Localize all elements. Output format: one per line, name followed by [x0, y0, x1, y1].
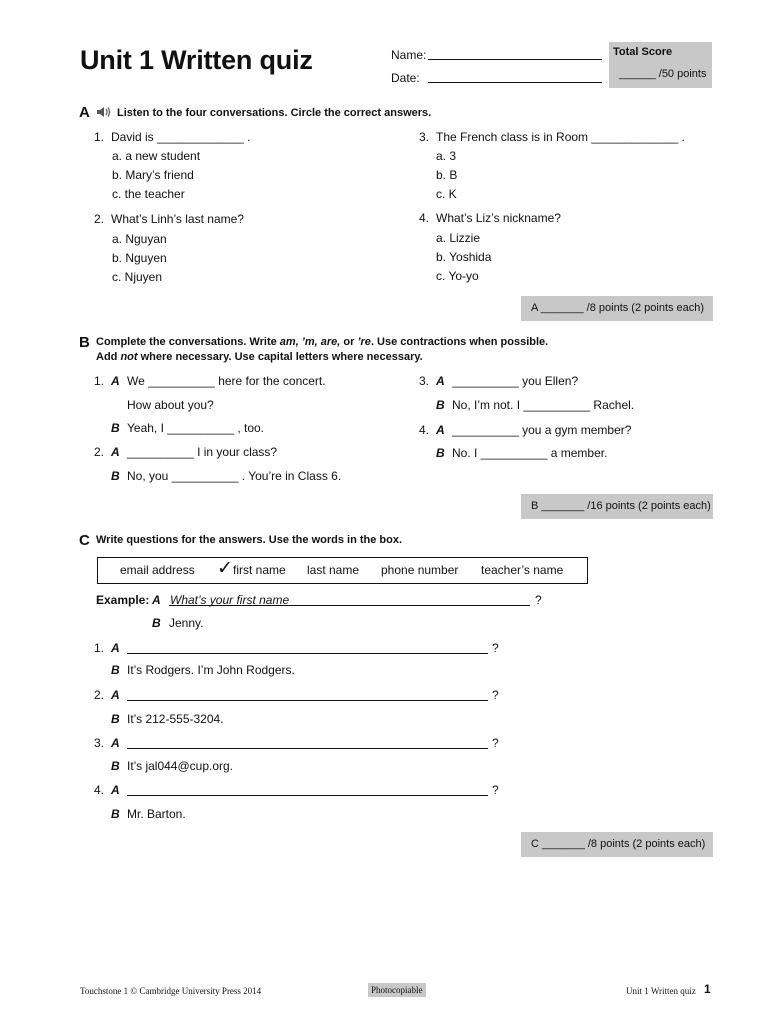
question-mark: ?: [535, 593, 542, 607]
word-box-item: teacher’s name: [481, 563, 564, 577]
speaker-label: B: [111, 421, 120, 435]
total-score-label: Total Score: [613, 46, 673, 58]
instruction-keyword: am, ’m, are,: [279, 336, 341, 348]
speaker-label: B: [436, 398, 445, 412]
speaker-label: A: [111, 641, 120, 655]
section-b-score: B _______ /16 points (2 points each): [531, 500, 711, 512]
section-b-instruction-line2: [96, 351, 423, 363]
footer-page-label: Unit 1 Written quiz: [626, 986, 696, 996]
section-c-letter: C: [79, 532, 90, 549]
section-a-letter: A: [79, 104, 90, 121]
name-label: Name:: [391, 48, 427, 62]
given-answer: It’s jal044@cup.org.: [127, 759, 234, 773]
question-text: David is _____________ .: [111, 130, 251, 144]
page-title: Unit 1 Written quiz: [80, 45, 313, 75]
answer-option[interactable]: c. Njuyen: [112, 270, 163, 284]
given-answer: It’s Rodgers. I’m John Rodgers.: [127, 663, 295, 677]
question-number: 1.: [94, 130, 105, 144]
footer-copyright: Touchstone 1 © Cambridge University Press 2014: [80, 986, 262, 996]
instruction-text: where necessary. Use capital letters where necessary.: [137, 351, 423, 363]
question-mark: ?: [492, 641, 499, 655]
speaker-label: B: [111, 469, 120, 483]
question-answer-line[interactable]: [127, 782, 488, 796]
dialogue-line[interactable]: __________ you a gym member?: [452, 423, 632, 437]
speaker-label: A: [111, 374, 120, 388]
answer-option[interactable]: c. Yo-yo: [436, 269, 479, 283]
dialogue-line[interactable]: No. I __________ a member.: [452, 446, 608, 460]
example-label: Example:: [96, 593, 150, 607]
section-b-score-box: [521, 494, 713, 519]
section-c-score-box: [521, 832, 713, 857]
word-box-item: first name: [233, 563, 286, 577]
question-mark: ?: [492, 783, 499, 797]
given-answer: Mr. Barton.: [127, 807, 186, 821]
answer-option[interactable]: b. B: [436, 168, 458, 182]
item-number: 2.: [94, 688, 105, 702]
total-score-value: ______ /50 points: [619, 68, 707, 80]
speaker-label: B: [436, 446, 445, 460]
dialogue-line: How about you?: [127, 398, 214, 412]
section-c-instruction: Write questions for the answers. Use the words in the box.: [96, 534, 403, 546]
speaker-label: B: [111, 807, 120, 821]
item-number: 1.: [94, 374, 105, 388]
example-question: What’s your first name: [170, 593, 290, 607]
question-text: What’s Linh’s last name?: [111, 212, 244, 226]
question-answer-line[interactable]: [127, 735, 488, 749]
item-number: 3.: [94, 736, 105, 750]
speaker-label: A: [111, 783, 120, 797]
item-number: 4.: [419, 423, 430, 437]
speaker-label: A: [111, 736, 120, 750]
question-mark: ?: [492, 688, 499, 702]
word-box-item: phone number: [381, 563, 459, 577]
item-number: 2.: [94, 445, 105, 459]
answer-option[interactable]: a. a new student: [112, 149, 201, 163]
answer-option[interactable]: a. 3: [436, 149, 457, 163]
speaker-label: A: [152, 593, 161, 607]
answer-option[interactable]: c. K: [436, 187, 457, 201]
word-box-item: email address: [120, 563, 195, 577]
item-number: 1.: [94, 641, 105, 655]
question-answer-line[interactable]: [127, 640, 488, 654]
dialogue-line[interactable]: __________ you Ellen?: [452, 374, 579, 388]
question-text: What’s Liz’s nickname?: [436, 211, 561, 225]
date-label: Date:: [391, 71, 420, 85]
instruction-keyword: ’re: [357, 336, 371, 348]
instruction-text: . Use contractions when possible.: [370, 336, 549, 348]
dialogue-line[interactable]: __________ I in your class?: [127, 445, 278, 459]
instruction-keyword: not: [120, 351, 138, 363]
speaker-label: B: [111, 712, 120, 726]
section-a-score-box: [521, 296, 713, 321]
name-field[interactable]: [428, 47, 602, 60]
dialogue-line[interactable]: Yeah, I __________ , too.: [127, 421, 265, 435]
date-field[interactable]: [428, 70, 602, 83]
speaker-label: B: [152, 616, 161, 630]
given-answer: It’s 212-555-3204.: [127, 712, 224, 726]
item-number: 4.: [94, 783, 105, 797]
section-b-letter: B: [79, 334, 90, 351]
page-number: 1: [704, 982, 711, 996]
speaker-label: A: [111, 445, 120, 459]
speaker-label: A: [436, 374, 445, 388]
answer-option[interactable]: a. Nguyan: [112, 232, 167, 246]
section-b-instruction-line1: [96, 336, 548, 348]
question-answer-line[interactable]: [127, 687, 488, 701]
question-number: 3.: [419, 130, 430, 144]
answer-option[interactable]: b. Nguyen: [112, 251, 167, 265]
question-number: 2.: [94, 212, 105, 226]
answer-option[interactable]: c. the teacher: [112, 187, 185, 201]
speaker-label: B: [111, 663, 120, 677]
question-text: The French class is in Room _____________ .: [436, 130, 685, 144]
example-answer: Jenny.: [169, 616, 204, 630]
dialogue-line[interactable]: No, I’m not. I __________ Rachel.: [452, 398, 635, 412]
answer-option[interactable]: b. Yoshida: [436, 250, 492, 264]
speaker-label: A: [436, 423, 445, 437]
total-score-box: [609, 42, 712, 88]
section-a-score: A _______ /8 points (2 points each): [531, 302, 705, 314]
checkmark-icon: ✓: [217, 558, 233, 579]
audio-speaker-icon: [96, 106, 112, 118]
word-box: [97, 557, 588, 584]
section-c-score: C _______ /8 points (2 points each): [531, 838, 706, 850]
dialogue-line[interactable]: No, you __________ . You’re in Class 6.: [127, 469, 342, 483]
speaker-label: B: [111, 759, 120, 773]
question-number: 4.: [419, 211, 430, 225]
question-mark: ?: [492, 736, 499, 750]
instruction-text: Add: [96, 351, 121, 363]
dialogue-line[interactable]: We __________ here for the concert.: [127, 374, 326, 388]
speaker-label: A: [111, 688, 120, 702]
answer-option[interactable]: a. Lizzie: [436, 231, 481, 245]
item-number: 3.: [419, 374, 430, 388]
section-a-instruction: Listen to the four conversations. Circle the correct answers.: [117, 107, 432, 119]
answer-option[interactable]: b. Mary’s friend: [112, 168, 194, 182]
instruction-text: or: [340, 336, 358, 348]
footer-photocopiable: Photocopiable: [368, 983, 426, 997]
word-box-item: last name: [307, 563, 360, 577]
instruction-text: Complete the conversations. Write: [96, 336, 280, 348]
